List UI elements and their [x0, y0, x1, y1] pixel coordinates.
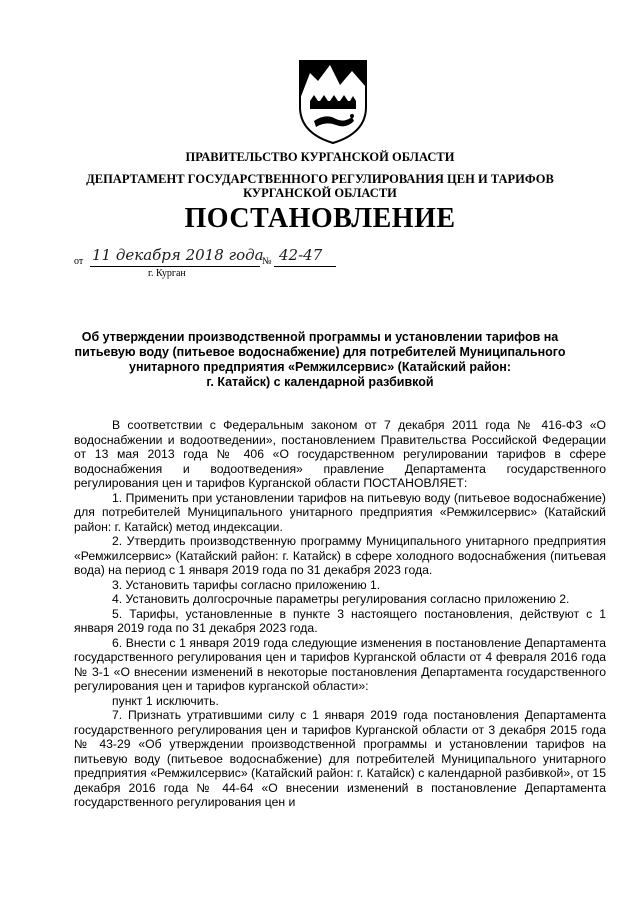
department-name-line2: КУРГАНСКОЙ ОБЛАСТИ	[243, 186, 397, 200]
document-subject	[60, 330, 580, 390]
clause-1: 1. Применить при установлении тарифов на питьевую воду (питьевое водоснабжение) для потребителей Муниципального унитарного предприятия «Ремжилсервис» (Катайский район: г. Катайск) метод индексации.	[74, 490, 606, 534]
from-label: от	[74, 256, 84, 267]
subject-line: питьевую воду (питьевое водоснабжение) для потребителей Муниципального	[74, 345, 566, 359]
subject-line: Об утверждении производственной программы и установлении тарифов на	[81, 330, 559, 344]
department-name-line1: ДЕПАРТАМЕНТ ГОСУДАРСТВЕННОГО РЕГУЛИРОВАНИЯ ЦЕН И ТАРИФОВ	[86, 172, 554, 186]
clause-4: 4. Установить долгосрочные параметры регулирования согласно приложению 2.	[112, 592, 570, 606]
clause-2: 2. Утвердить производственную программу Муниципального унитарного предприятия «Ремжилсервис» (Катайский район: г. Катайск) в сфере холодного водоснабжения (питьевая вода) на период с 1 января 2019 года по 31 декабря 2023 года.	[74, 534, 606, 577]
clause-5: 5. Тарифы, установленные в пункте 3 настоящего постановления, действуют с 1 января 2019 года по 31 декабря 2023 года.	[74, 606, 606, 635]
number-underline	[274, 266, 336, 267]
handwritten-number: 42-47	[279, 246, 323, 264]
handwritten-date: 11 декабря 2018 года	[92, 246, 264, 264]
city: г. Курган	[148, 268, 186, 279]
clause-6-subitem: пункт 1 исключить.	[112, 693, 219, 708]
clause-6: 6. Внести с 1 января 2019 года следующие изменения в постановление Департамента государственного регулирования цен и тарифов Курганской области от 4 февраля 2016 года № 3-1 «О внесении изменений в некоторые постановления Департамента государственного регулирования цен и тарифов курганской области»:	[74, 635, 606, 693]
coat-of-arms-icon	[296, 57, 370, 145]
document-type: ПОСТАНОВЛЕНИЕ	[184, 203, 456, 234]
dateline	[74, 240, 354, 288]
date-underline	[90, 266, 260, 267]
clause-3: 3. Установить тарифы согласно приложению 1.	[112, 577, 381, 592]
number-label: №	[262, 256, 272, 267]
subject-line: г. Катайск) с календарной разбивкой	[206, 375, 434, 389]
preamble-paragraph: В соответствии с Федеральным законом от 7 декабря 2011 года № 416-ФЗ «О водоснабжении и водоотведении», постановлением Правительства Российской Федерации от 13 мая 2013 года № 406 «О государственном регулировании тарифов в сфере водоснабжения и водоотведения» правление Департамента государственного регулирования цен и тарифов Курганской области ПОСТАНОВЛЯЕТ:	[74, 418, 606, 490]
government-name: ПРАВИТЕЛЬСТВО КУРГАНСКОЙ ОБЛАСТИ	[185, 150, 455, 164]
clause-7: 7. Признать утратившими силу с 1 января 2019 года постановления Департамента государственного регулирования цен и тарифов Курганской области от 3 декабря 2015 года № 43-29 «Об утверждении производственной программы и установлении тарифов на питьевую воду (питьевое водоснабжение) для потребителей Муниципального унитарного предприятия «Ремжилсервис» (Катайский район: г. Катайск) с календарной разбивкой», от 15 декабря 2016 года № 44-64 «О внесении изменений в постановление Департамента государственного регулирования цен и	[74, 708, 606, 809]
document-body	[74, 418, 606, 810]
subject-line: унитарного предприятия «Ремжилсервис» (Катайский район:	[129, 360, 511, 374]
